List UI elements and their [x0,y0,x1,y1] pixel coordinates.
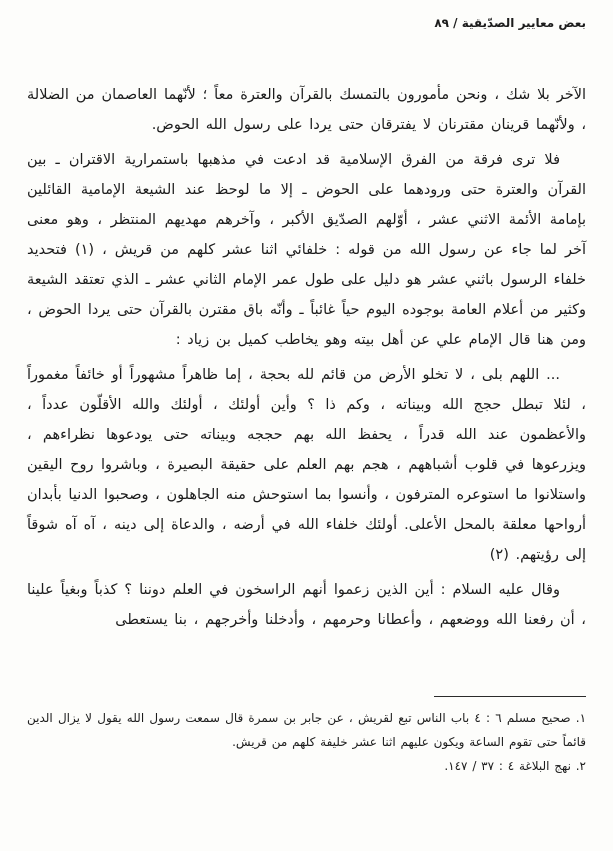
paragraph: وقال عليه السلام : أين الذين زعموا أنهم الراسخون في العلم دوننا ؟ كذباً وبغياً علينا ، أن رفعنا الله ووضعهم ، وأعطانا وحرمهم ، وأدخلنا وأخرجهم ، بنا يستعطى [27,582,586,628]
running-head-text: بعض معايير الصدّيقية / ٨٩ [434,16,586,30]
paragraph: الآخر بلا شك ، ونحن مأمورون بالتمسك بالقرآن والعترة معاً ؛ لأنّهما العاصمان من الضلالة ، ولأنّهما قرينان مقترنان لا يفترقان حتى يردا على رسول الله الحوض. [27,87,586,133]
paragraph: ... اللهم بلى ، لا تخلو الأرض من قائم لله بحجة ، إما ظاهراً مشهوراً أو خائفاً مغموراً ، لئلا تبطل حجج الله وبيناته ، وكم ذا ؟ وأين أولئك ، أولئك والله الأقلّون عدداً ، والأعظمون عند الله قدراً ، يحفظ الله بهم حججه وبيناته حتى يودعوها نظراءهم ، ويزرعوها في قلوب أشباههم ، هجم بهم العلم على حقيقة البصيرة ، وباشروا روح اليقين واستلانوا ما استوعره المترفون ، وأنسوا بما استوحش منه الجاهلون ، وصحبوا الدنيا بأبدان أرواحها معلقة بالمحل الأعلى. أولئك خلفاء الله في أرضه ، والدعاة إلى دينه ، آه آه شوقاً إلى رؤيتهم. (٢) [27,367,586,563]
footnote: ١. صحيح مسلم ٦ : ٤ باب الناس تبع لقريش ، عن جابر بن سمرة قال سمعت رسول الله يقول لا يزال الدين قائماً حتى تقوم الساعة ويكون عليهم اثنا عشر خليفة كلهم من قريش. [27,711,587,749]
footnote: ٢. نهج البلاغة ٤ : ٣٧ / ١٤٧. [444,759,586,773]
body-text [27,80,586,635]
footnotes-section [27,696,586,778]
footnote-separator [434,696,586,697]
running-head [27,16,586,34]
paragraph: فلا ترى فرقة من الفرق الإسلامية قد ادعت في مذهبها باستمرارية الاقتران ـ بين القرآن والعترة حتى ورودهما على الحوض ـ إلا ما لوحظ عند الشيعة الإمامية القائلين بإمامة الأئمة الاثني عشر ، أوّلهم الصدّيق الأكبر ، وآخرهم مهديهم المنتظر ، وهو معنى آخر لما جاء عن رسول الله من قوله : خلفائي اثنا عشر كلهم من قريش ، (١) فتحديد خلفاء الرسول باثني عشر هو دليل على طول عمر الإمام الثاني عشر ـ الذي تعتقد الشيعة وكثير من أعلام العامة بوجوده اليوم حياً غائباً ـ وأنّه باق مقترن بالقرآن حتى يردا الحوض ، ومن هنا قال الإمام علي عن أهل بيته وهو يخاطب كميل بن زياد : [27,152,586,348]
